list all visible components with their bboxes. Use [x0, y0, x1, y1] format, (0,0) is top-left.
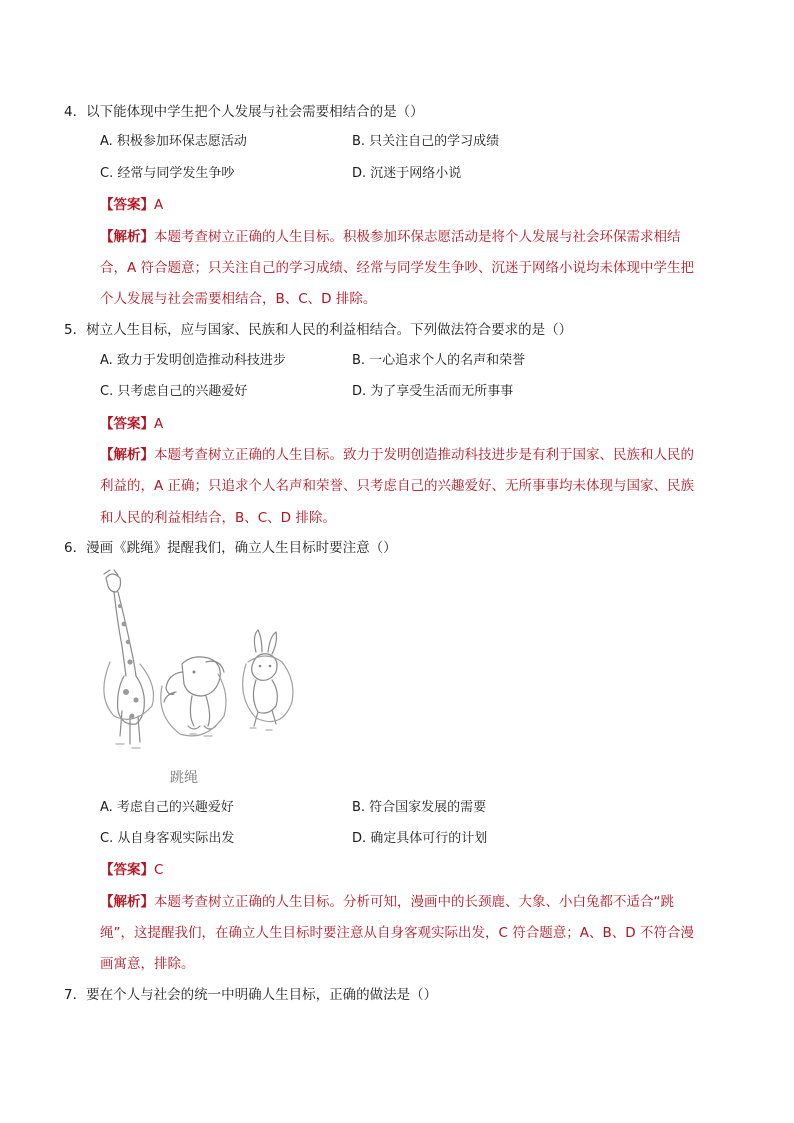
question-4-analysis-line-3: 个人发展与社会需要相结合，B、C、D 排除。: [100, 291, 377, 307]
question-5-option-c: C. 只考虑自己的兴趣爱好: [100, 384, 248, 399]
question-6-stem: 6．漫画《跳绳》提醒我们，确立人生目标时要注意（）: [64, 540, 397, 556]
analysis-text: 本题考查树立正确的人生目标。分析可知，漫画中的长颈鹿、大象、小白兔都不适合“跳: [154, 894, 674, 910]
question-5-analysis-line-1: [100, 445, 694, 465]
question-4-option-b: B. 只关注自己的学习成绩: [352, 134, 500, 149]
question-6-answer: [100, 860, 163, 880]
question-5-option-a: A. 致力于发明创造推动科技进步: [100, 353, 286, 368]
question-4-option-d: D. 沉迷于网络小说: [352, 166, 462, 181]
question-6-option-d: D. 确定具体可行的计划: [352, 831, 488, 846]
analysis-text: 本题考查树立正确的人生目标。致力于发明创造推动科技进步是有利于国家、民族和人民的: [154, 447, 694, 463]
answer-tag: 【答案】: [100, 862, 154, 878]
answer-value: A: [154, 197, 164, 213]
question-4-stem: 4．以下能体现中学生把个人发展与社会需要相结合的是（）: [64, 104, 424, 120]
question-5-analysis-line-2: 利益的，A 正确；只追求个人名声和荣誉、只考虑自己的兴趣爱好、无所事事均未体现与国家、民族: [100, 478, 695, 494]
giraffe-figure: [104, 570, 144, 744]
question-5-stem: 5．树立人生目标，应与国家、民族和人民的利益相结合。下列做法符合要求的是（）: [64, 322, 573, 338]
analysis-tag: 【解析】: [100, 447, 154, 463]
question-6-option-a: A. 考虑自己的兴趣爱好: [100, 800, 234, 815]
question-5-option-d: D. 为了享受生活而无所事事: [352, 384, 514, 399]
question-4-analysis-line-1: [100, 227, 681, 247]
jump-rope-cartoon: [96, 566, 298, 788]
question-4-answer: [100, 195, 163, 215]
question-6-analysis-line-3: 画寓意，排除。: [100, 956, 195, 972]
question-6-option-c: C. 从自身客观实际出发: [100, 831, 235, 846]
answer-tag: 【答案】: [100, 197, 154, 213]
question-5-option-b: B. 一心追求个人的名声和荣誉: [352, 353, 526, 368]
question-5-answer: [100, 414, 163, 434]
question-6-analysis-line-1: [100, 892, 674, 912]
answer-value: A: [154, 416, 164, 432]
analysis-tag: 【解析】: [100, 229, 154, 245]
analysis-tag: 【解析】: [100, 894, 154, 910]
question-4-analysis-line-2: 合，A 符合题意；只关注自己的学习成绩、经常与同学发生争吵、沉迷于网络小说均未体现中学生把: [100, 260, 695, 276]
answer-value: C: [154, 862, 164, 878]
cartoon-caption: 跳绳: [170, 770, 198, 786]
question-7-stem: 7．要在个人与社会的统一中明确人生目标，正确的做法是（）: [64, 987, 438, 1003]
rabbit-figure: [252, 630, 278, 726]
question-5-analysis-line-3: 和人民的利益相结合，B、C、D 排除。: [100, 510, 336, 526]
question-6-option-b: B. 符合国家发展的需要: [352, 800, 487, 815]
question-4-option-a: A. 积极参加环保志愿活动: [100, 134, 247, 149]
answer-tag: 【答案】: [100, 416, 154, 432]
elephant-figure: [164, 657, 224, 729]
question-4-option-c: C. 经常与同学发生争吵: [100, 166, 235, 181]
question-6-analysis-line-2: 绳”，这提醒我们，在确立人生目标时要注意从自身客观实际出发，C 符合题意；A、B、D 不符合漫: [100, 925, 694, 941]
analysis-text: 本题考查树立正确的人生目标。积极参加环保志愿活动是将个人发展与社会环保需求相结: [154, 229, 681, 245]
